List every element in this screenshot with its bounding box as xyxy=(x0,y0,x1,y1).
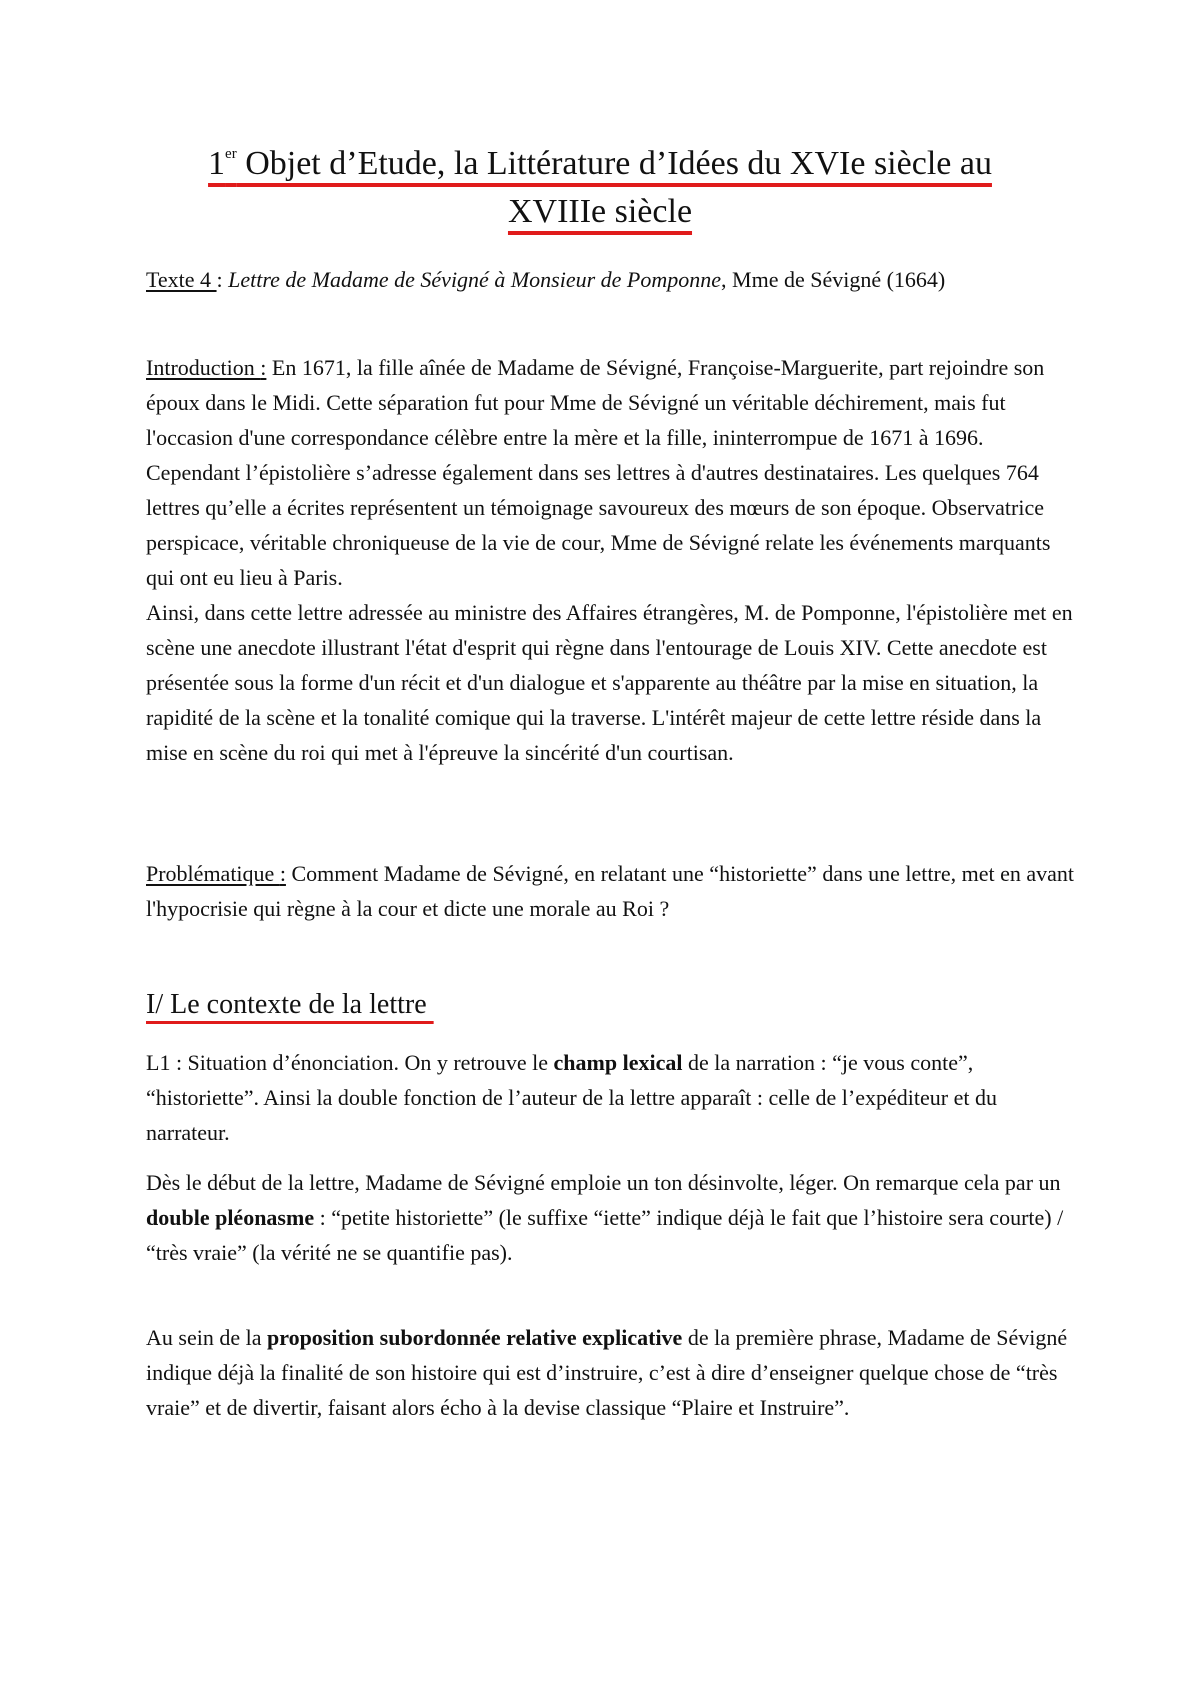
introduction-label: Introduction xyxy=(146,355,261,380)
problematique-text: Comment Madame de Sévigné, en relatant une “historiette” dans une lettre, met en avant l'hypocrisie qui règne à la cour et dicte une morale au Roi ? xyxy=(146,861,1074,921)
section-1-p1: L1 : Situation d’énonciation. On y retrouve le champ lexical de la narration : “je vous conte”, “historiette”. Ainsi la double fonction de l’auteur de la lettre apparaît : celle de l’expéditeur et du narrateur. xyxy=(146,1050,997,1145)
title-line-1 xyxy=(100,140,1100,188)
title-number: 1 xyxy=(208,145,226,182)
introduction-paragraph-2: Ainsi, dans cette lettre adressée au ministre des Affaires étrangères, M. de Pomponne, l'épistolière met en scène une anecdote illustrant l'état d'esprit qui règne dans l'entourage de Louis XIV. Cette anecdote est présentée sous la forme d'un récit et d'un dialogue et s'apparente au théâtre par la mise en situation, la rapidité de la scène et la tonalité comique qui la traverse. L'intérêt majeur de cette lettre réside dans la mise en scène du roi qui met à l'épreuve la sincérité d'un courtisan. xyxy=(146,600,1073,765)
problematique-section: Problématique : Comment Madame de Sévigné, en relatant une “historiette” dans une lettre, met en avant l'hypocrisie qui règne à la cour et dicte une morale au Roi ? xyxy=(146,861,1074,921)
problematique-label: Problématique xyxy=(146,861,280,886)
introduction-section xyxy=(146,350,1076,770)
section-1-p3: Au sein de la proposition subordonnée relative explicative de la première phrase, Madame de Sévigné indique déjà la finalité de son histoire qui est d’instruire, c’est à dire d’enseigner quelque chose de “très vraie” et de divertir, faisant alors écho à la devise classique “Plaire et Instruire”. xyxy=(146,1325,1068,1420)
title-line-2: XVIIIe siècle xyxy=(507,193,693,230)
page-title xyxy=(100,140,1100,236)
texte-reference: Texte 4 : Lettre de Madame de Sévigné à Monsieur de Pomponne, Mme de Sévigné (1664) xyxy=(146,267,946,292)
texte-label: Texte 4 xyxy=(146,267,217,292)
title-line-1-text: Objet d’Etude, la Littérature d’Idées du XVIe siècle au xyxy=(236,145,992,182)
section-heading: I/ Le contexte de la lettre xyxy=(146,989,434,1020)
work-title: Lettre de Madame de Sévigné à Monsieur de Pomponne xyxy=(228,267,722,292)
section-1-p2: Dès le début de la lettre, Madame de Sévigné emploie un ton désinvolte, léger. On remarque cela par un double pléonasme : “petite historiette” (le suffixe “iette” indique déjà le fait que l’histoire sera courte) / “très vraie” (la vérité ne se quantifie pas). xyxy=(146,1170,1064,1265)
introduction-paragraph-1: Introduction : En 1671, la fille aînée de Madame de Sévigné, Françoise-Marguerite, part rejoindre son époux dans le Midi. Cette séparation fut pour Mme de Sévigné un véritable déchirement, mais fut l'occasion d'une correspondance célèbre entre la mère et la fille, ininterrompue de 1671 à 1696. Cependant l’épistolière s’adresse également dans ses lettres à d'autres destinataires. Les quelques 764 lettres qu’elle a écrites représentent un témoignage savoureux des mœurs de son époque. Observatrice perspicace, véritable chroniqueuse de la vie de cour, Mme de Sévigné relate les événements marquants qui ont eu lieu à Paris. xyxy=(146,355,1051,590)
title-superscript: er xyxy=(225,146,237,162)
